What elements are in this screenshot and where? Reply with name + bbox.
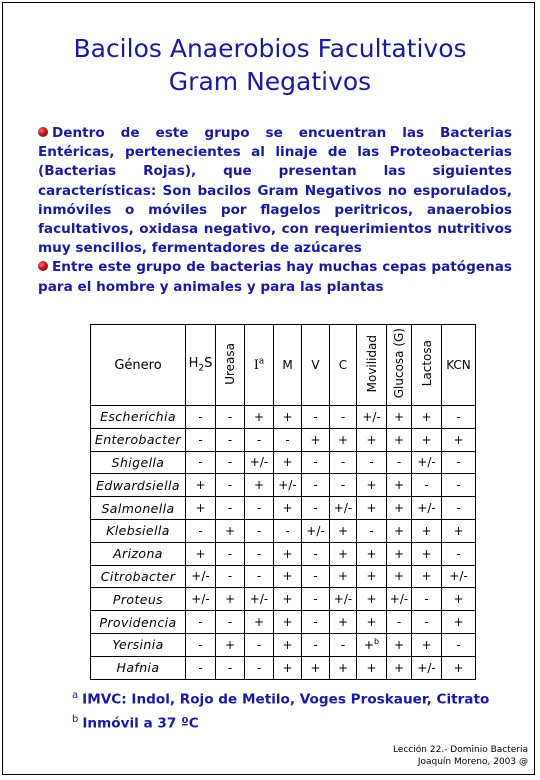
table-row	[91, 633, 476, 656]
genus-cell: Citrobacter	[91, 565, 186, 588]
bullet-dot-icon	[38, 261, 48, 271]
value-cell: +	[216, 633, 245, 656]
value-cell: +	[442, 611, 476, 634]
value-cell: +	[412, 565, 442, 588]
genus-cell: Arizona	[91, 542, 186, 565]
table-row	[91, 451, 476, 474]
value-cell: -	[442, 542, 476, 565]
value-cell: -	[274, 519, 302, 542]
genus-cell: Salmonella	[91, 497, 186, 520]
value-cell: -	[412, 611, 442, 634]
value-cell: +	[330, 611, 357, 634]
genus-cell: Proteus	[91, 588, 186, 611]
value-cell: +	[412, 519, 442, 542]
value-cell: -	[330, 406, 357, 429]
value-cell: +	[387, 565, 412, 588]
genus-cell: Providencia	[91, 611, 186, 634]
value-cell: -	[412, 474, 442, 497]
value-cell: +	[274, 633, 302, 656]
value-cell: +	[442, 519, 476, 542]
table-row	[91, 656, 476, 679]
value-cell: -	[216, 474, 245, 497]
value-cell: -	[302, 565, 330, 588]
value-cell: +/-	[357, 406, 387, 429]
value-cell: -	[245, 542, 274, 565]
genus-cell: Shigella	[91, 451, 186, 474]
value-cell: -	[330, 474, 357, 497]
value-cell: +	[216, 588, 245, 611]
value-cell: -	[186, 633, 216, 656]
value-cell: +/-	[245, 451, 274, 474]
table-row	[91, 542, 476, 565]
value-cell: +	[274, 656, 302, 679]
genus-cell: Edwardsiella	[91, 474, 186, 497]
value-cell: +	[186, 542, 216, 565]
value-cell: +	[357, 565, 387, 588]
value-cell: -	[302, 451, 330, 474]
value-cell: -	[302, 542, 330, 565]
header-indol: $I^a$	[245, 325, 274, 406]
value-cell: +	[357, 656, 387, 679]
value-cell: +/-	[186, 588, 216, 611]
value-cell: -	[330, 451, 357, 474]
value-cell: +	[412, 406, 442, 429]
value-cell: +	[274, 588, 302, 611]
table-row	[91, 588, 476, 611]
value-cell: +	[330, 519, 357, 542]
value-cell: +	[357, 497, 387, 520]
value-cell: +	[302, 428, 330, 451]
value-cell: +/-	[442, 565, 476, 588]
table-row	[91, 565, 476, 588]
value-cell: -	[216, 656, 245, 679]
intro-bullets	[38, 124, 512, 297]
value-cell: +	[357, 542, 387, 565]
value-cell: +	[274, 497, 302, 520]
value-cell: -	[186, 428, 216, 451]
value-cell: +	[387, 497, 412, 520]
header-movilidad: Movilidad	[357, 325, 387, 406]
value-cell: -	[216, 611, 245, 634]
header-m: M	[274, 325, 302, 406]
footnote-a: $^a$ IMVC: Indol, Rojo de Metilo, Voges Proskauer, Citrato	[72, 690, 490, 708]
bullet-item	[38, 124, 512, 258]
value-cell: -	[245, 565, 274, 588]
value-cell: -	[245, 519, 274, 542]
value-cell: -	[442, 474, 476, 497]
value-cell: -	[330, 633, 357, 656]
table-header-row	[91, 325, 476, 406]
value-cell: +	[387, 428, 412, 451]
value-cell: -	[216, 497, 245, 520]
value-cell: -	[302, 474, 330, 497]
credit-line-2: Joaquín Moreno, 2003 @	[417, 757, 528, 767]
title-line-2: Gram Negativos	[168, 67, 372, 96]
page-title	[0, 32, 540, 98]
genus-cell: Hafnia	[91, 656, 186, 679]
table-row	[91, 519, 476, 542]
header-glucosa: Glucosa (G)	[387, 325, 412, 406]
value-cell: +$^b$	[357, 633, 387, 656]
value-cell: -	[357, 519, 387, 542]
value-cell: -	[216, 565, 245, 588]
value-cell: -	[387, 451, 412, 474]
value-cell: -	[186, 406, 216, 429]
value-cell: -	[302, 406, 330, 429]
header-lactosa: Lactosa	[412, 325, 442, 406]
value-cell: +	[387, 519, 412, 542]
value-cell: +/-	[412, 656, 442, 679]
header-h2s: $H_2S$	[186, 325, 216, 406]
value-cell: -	[412, 588, 442, 611]
bullet-item	[38, 258, 512, 296]
value-cell: -	[274, 428, 302, 451]
value-cell: -	[186, 519, 216, 542]
value-cell: -	[357, 451, 387, 474]
value-cell: -	[442, 633, 476, 656]
value-cell: -	[186, 656, 216, 679]
value-cell: -	[442, 406, 476, 429]
value-cell: -	[216, 542, 245, 565]
value-cell: -	[302, 611, 330, 634]
value-cell: +	[387, 474, 412, 497]
value-cell: +	[274, 565, 302, 588]
value-cell: +/-	[330, 497, 357, 520]
header-genero: Género	[91, 325, 186, 406]
value-cell: +	[387, 542, 412, 565]
bullet-text: Dentro de este grupo se encuentran las Bacterias Entéricas, pertenecientes al linaje de las Proteobacterias (Bacterias Rojas), que presentan las siguientes características: Son bacilos Gram Negativos no esporulados, inmóviles o móviles por flagelos peritricos, anaerobios facultativos, oxidasa negativo, con requerimientos nutritivos muy sencillos, fermentadores de azúcares	[38, 125, 512, 257]
bullet-dot-icon	[38, 127, 48, 137]
header-v: V	[302, 325, 330, 406]
value-cell: +	[412, 633, 442, 656]
value-cell: +	[216, 519, 245, 542]
value-cell: +/-	[302, 519, 330, 542]
footnotes	[72, 686, 489, 733]
value-cell: +	[442, 428, 476, 451]
value-cell: -	[245, 428, 274, 451]
value-cell: +/-	[186, 565, 216, 588]
value-cell: +	[442, 656, 476, 679]
value-cell: +/-	[274, 474, 302, 497]
value-cell: -	[442, 497, 476, 520]
value-cell: +	[245, 406, 274, 429]
value-cell: -	[186, 451, 216, 474]
table-row	[91, 497, 476, 520]
value-cell: -	[216, 406, 245, 429]
header-ureasa: Ureasa	[216, 325, 245, 406]
value-cell: +	[357, 588, 387, 611]
value-cell: +	[387, 633, 412, 656]
value-cell: -	[387, 611, 412, 634]
value-cell: -	[442, 451, 476, 474]
value-cell: +	[245, 611, 274, 634]
title-line-1: Bacilos Anaerobios Facultativos	[73, 34, 467, 63]
value-cell: +	[357, 474, 387, 497]
value-cell: -	[245, 497, 274, 520]
value-cell: +	[442, 588, 476, 611]
table-row	[91, 406, 476, 429]
value-cell: +	[330, 656, 357, 679]
value-cell: +	[412, 428, 442, 451]
value-cell: -	[186, 611, 216, 634]
value-cell: +	[357, 428, 387, 451]
value-cell: +	[274, 406, 302, 429]
table-row	[91, 611, 476, 634]
value-cell: +	[274, 611, 302, 634]
header-c: C	[330, 325, 357, 406]
value-cell: -	[302, 633, 330, 656]
value-cell: +	[245, 474, 274, 497]
value-cell: -	[216, 451, 245, 474]
value-cell: +/-	[330, 588, 357, 611]
genus-table	[90, 324, 476, 680]
value-cell: +	[330, 565, 357, 588]
value-cell: +	[412, 542, 442, 565]
value-cell: +/-	[412, 451, 442, 474]
value-cell: -	[302, 497, 330, 520]
value-cell: +	[186, 474, 216, 497]
table-row	[91, 474, 476, 497]
header-kcn: KCN	[442, 325, 476, 406]
genus-cell: Yersinia	[91, 633, 186, 656]
value-cell: +	[274, 542, 302, 565]
value-cell: +	[387, 406, 412, 429]
value-cell: -	[245, 656, 274, 679]
value-cell: +	[357, 611, 387, 634]
value-cell: +/-	[412, 497, 442, 520]
value-cell: +/-	[387, 588, 412, 611]
value-cell: +	[330, 428, 357, 451]
value-cell: -	[302, 588, 330, 611]
bullet-text: Entre este grupo de bacterias hay muchas cepas patógenas para el hombre y animales y para las plantas	[38, 259, 512, 295]
value-cell: +	[302, 656, 330, 679]
value-cell: +	[186, 497, 216, 520]
value-cell: +	[387, 656, 412, 679]
value-cell: -	[216, 428, 245, 451]
page-credit	[393, 744, 528, 768]
table-row	[91, 428, 476, 451]
credit-line-1: Lección 22.- Dominio Bacteria	[393, 745, 528, 755]
value-cell: +	[274, 451, 302, 474]
value-cell: -	[245, 633, 274, 656]
value-cell: +/-	[245, 588, 274, 611]
footnote-b: $^b$ Inmóvil a 37 ºC	[72, 713, 199, 732]
genus-cell: Enterobacter	[91, 428, 186, 451]
genus-cell: Klebsiella	[91, 519, 186, 542]
genus-cell: Escherichia	[91, 406, 186, 429]
value-cell: +	[330, 542, 357, 565]
